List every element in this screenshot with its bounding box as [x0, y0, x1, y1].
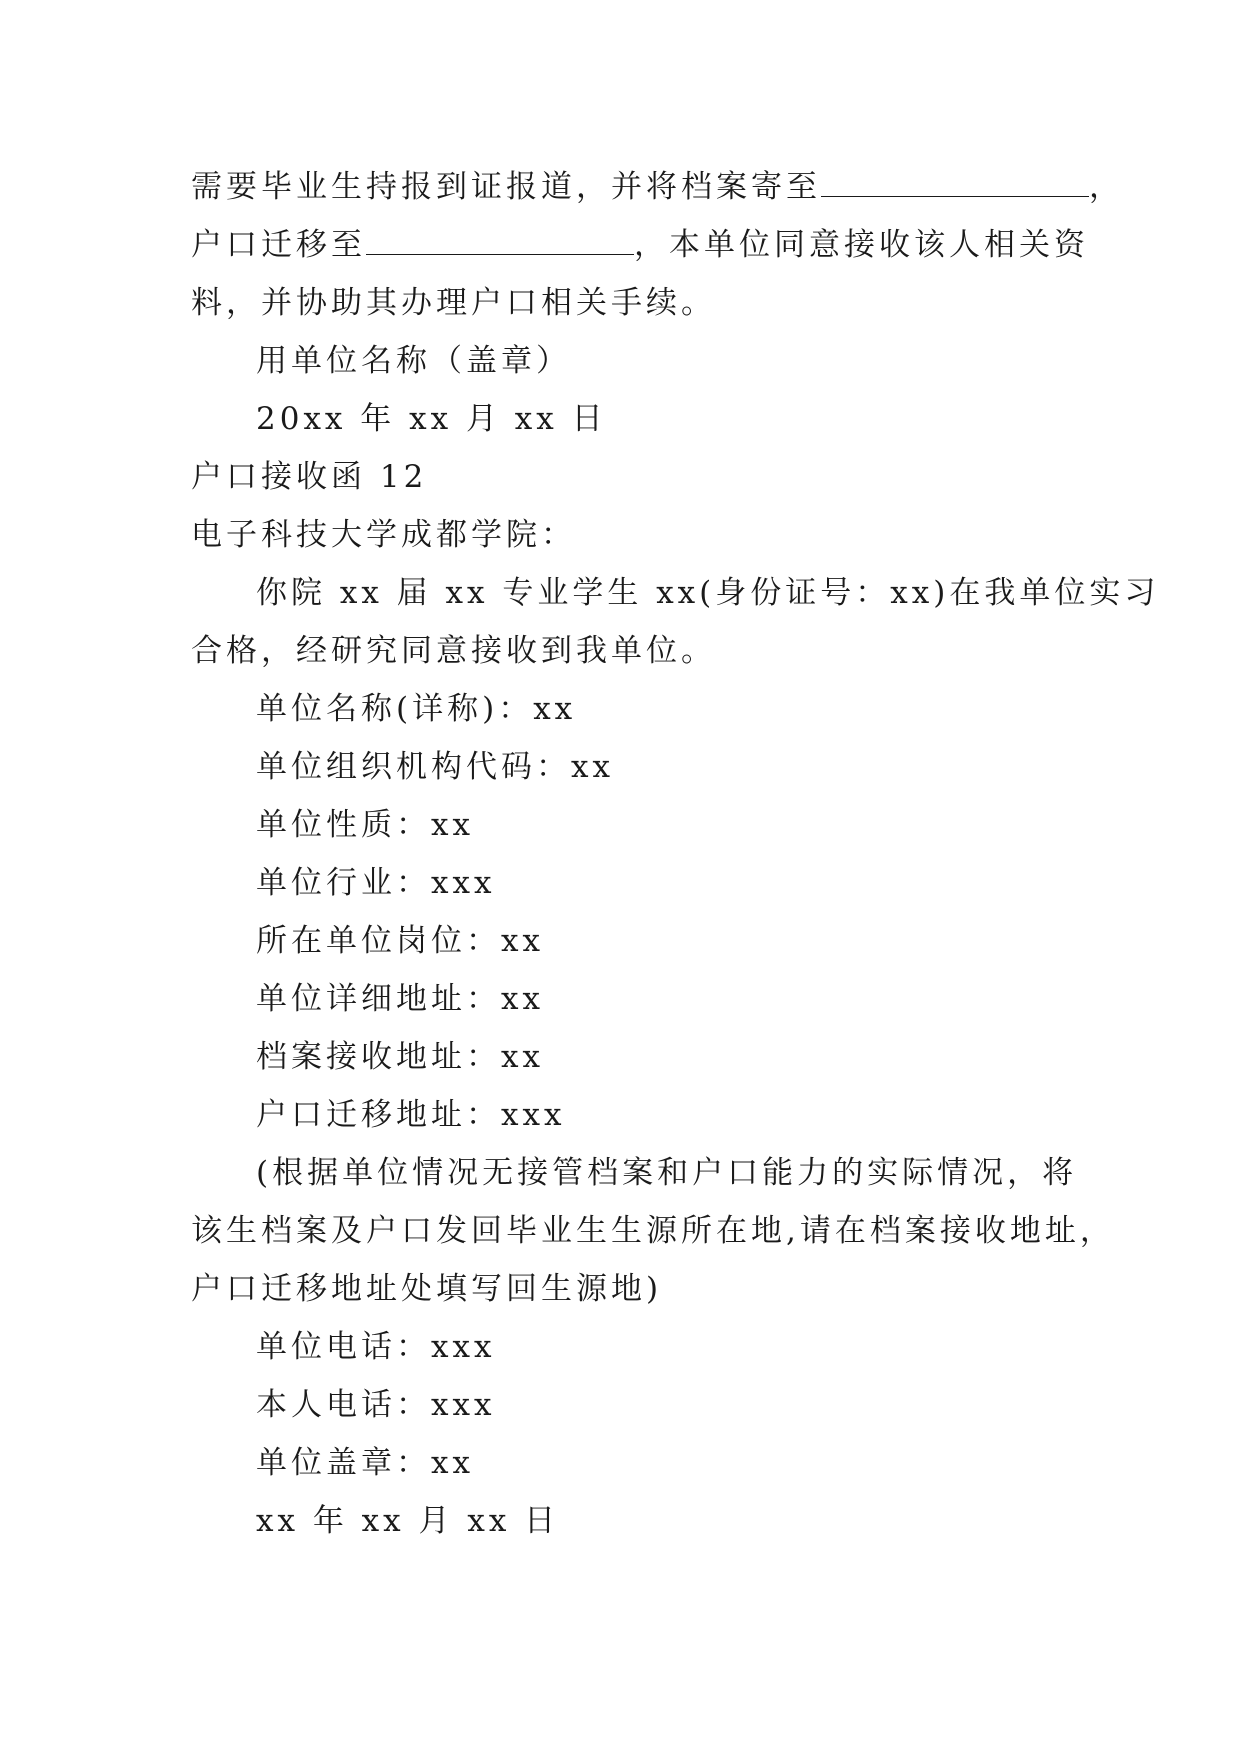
contact-personal-phone: 本人电话：xxx — [256, 1387, 496, 1423]
field-unit-name: 单位名称(详称)：xx — [256, 691, 577, 727]
prev-letter-line-2-suffix: ，本单位同意接收该人相关资 — [634, 227, 1089, 263]
field-archive-address: 档案接收地址：xx — [256, 1039, 544, 1075]
note-line-1: (根据单位情况无接管档案和户口能力的实际情况，将 — [256, 1155, 1078, 1191]
note-line-3: 户口迁移地址处填写回生源地) — [191, 1271, 663, 1307]
archive-address-blank — [821, 172, 1089, 197]
letter-date: xx 年 xx 月 xx 日 — [256, 1503, 560, 1539]
letter-title: 户口接收函 12 — [191, 459, 428, 495]
document-page — [191, 158, 1160, 1550]
field-org-code: 单位组织机构代码：xx — [256, 749, 614, 785]
contact-unit-phone: 单位电话：xxx — [256, 1329, 496, 1365]
field-household-address: 户口迁移地址：xxx — [256, 1097, 566, 1133]
field-unit-industry: 单位行业：xxx — [256, 865, 496, 901]
note-line-2: 该生档案及户口发回毕业生生源所在地,请在档案接收地址， — [191, 1213, 1115, 1249]
field-position: 所在单位岗位：xx — [256, 923, 544, 959]
field-unit-nature: 单位性质：xx — [256, 807, 474, 843]
prev-letter-line-2 — [191, 216, 1089, 274]
contact-unit-seal: 单位盖章：xx — [256, 1445, 474, 1481]
household-address-blank — [366, 230, 634, 255]
prev-letter-date: 20xx 年 xx 月 xx 日 — [256, 401, 607, 437]
prev-letter-line-1-suffix: ， — [1089, 169, 1124, 205]
letter-body-line-1: 你院 xx 届 xx 专业学生 xx(身份证号：xx)在我单位实习 — [256, 575, 1160, 611]
letter-recipient: 电子科技大学成都学院： — [191, 517, 576, 553]
field-unit-address: 单位详细地址：xx — [256, 981, 544, 1017]
prev-letter-line-2-text: 户口迁移至 — [191, 227, 366, 263]
prev-letter-line-1 — [191, 158, 1124, 216]
prev-letter-line-1-text: 需要毕业生持报到证报道，并将档案寄至 — [191, 169, 821, 205]
prev-letter-line-3: 料，并协助其办理户口相关手续。 — [191, 285, 716, 321]
prev-letter-signature: 用单位名称（盖章） — [256, 343, 571, 379]
letter-body-line-2: 合格，经研究同意接收到我单位。 — [191, 633, 716, 669]
